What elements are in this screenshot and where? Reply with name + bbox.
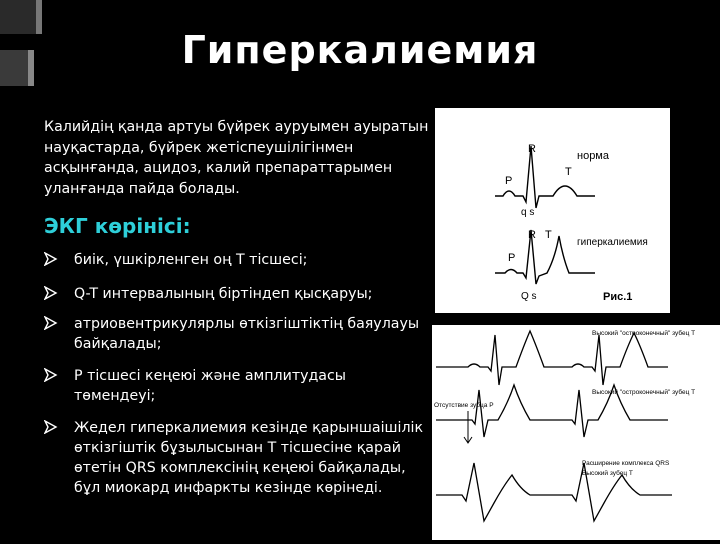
ecg-label-hyper: гиперкалиемия xyxy=(577,237,648,248)
ecg-label-p: P xyxy=(505,175,513,187)
ecg-trace-stage-3 xyxy=(436,463,672,521)
ecg-subheading: ЭКГ көрінісі: xyxy=(44,214,191,238)
ecg-label-t2: T xyxy=(545,229,552,241)
bullet-list xyxy=(44,250,429,510)
corner-decoration xyxy=(28,50,34,86)
ecg-stage-label-1: Высокий "остроконечный" зубец Т xyxy=(592,330,696,337)
figure-label: Рис.1 xyxy=(603,291,633,303)
bullet-text: Жедел гиперкалиемия кезінде қарыншаішілік өткізгіштік бұзылысынан Т тісшесіне қарай өтетін QRS комплексінің кеңеюі байқалады, бұл миокард инфаркты кезінде көрінеді. xyxy=(74,420,424,496)
arrow-icon xyxy=(464,411,472,443)
arrow-bullet-icon xyxy=(44,252,58,266)
bullet-text: Р тісшесі кеңеюі және амплитудасы төмендеуі; xyxy=(74,368,346,404)
bullet-text: биік, үшкірленген оң Т тісшесі; xyxy=(74,252,308,268)
ecg-label-norm: норма xyxy=(577,150,609,162)
ecg-label-t: T xyxy=(565,166,572,178)
bullet-item xyxy=(44,314,429,354)
ecg-figure-normal-vs-hyperkalemia xyxy=(435,108,670,313)
ecg-trace-stage-1 xyxy=(436,331,668,385)
bullet-item xyxy=(44,366,429,406)
arrow-bullet-icon xyxy=(44,368,58,382)
ecg-label-r2: R xyxy=(528,229,536,241)
bullet-text: Q-T интервалының біртіндеп қысқаруы; xyxy=(74,286,373,302)
slide-title: Гиперкалиемия xyxy=(181,28,539,72)
corner-decoration xyxy=(36,0,42,34)
corner-decoration xyxy=(0,0,36,34)
ecg-label-qs2: Q s xyxy=(521,291,537,302)
corner-decoration xyxy=(0,50,28,86)
arrow-bullet-icon xyxy=(44,420,58,434)
bullet-item xyxy=(44,250,429,270)
ecg-stage-label-2: Высокий "остроконечный" зубец Т xyxy=(592,389,696,396)
ecg-label-qs: q s xyxy=(521,207,535,218)
ecg-stage-label-4b: Высокий зубец T xyxy=(582,470,633,477)
ecg-label-p2: P xyxy=(508,252,516,264)
arrow-bullet-icon xyxy=(44,286,58,300)
arrow-bullet-icon xyxy=(44,316,58,330)
intro-paragraph: Калийдің қанда артуы бүйрек ауруымен ауыратын науқастарда, бүйрек жетіспеушілігінмен асқынғанда, ацидоз, калий препараттарымен уланғанда пайда болады. xyxy=(44,119,429,197)
ecg-figure-hyperkalemia-stages xyxy=(432,325,720,540)
ecg-stage-label-4: Расширение комплекса QRS xyxy=(582,460,670,467)
ecg-stage-label-3: Отсутствие зубца Р xyxy=(434,402,494,409)
bullet-text: атриовентрикулярлы өткізгіштіктің баяулауы байқалады; xyxy=(74,316,420,352)
bullet-item xyxy=(44,284,429,304)
ecg-label-r: R xyxy=(528,143,536,155)
bullet-item xyxy=(44,418,429,498)
